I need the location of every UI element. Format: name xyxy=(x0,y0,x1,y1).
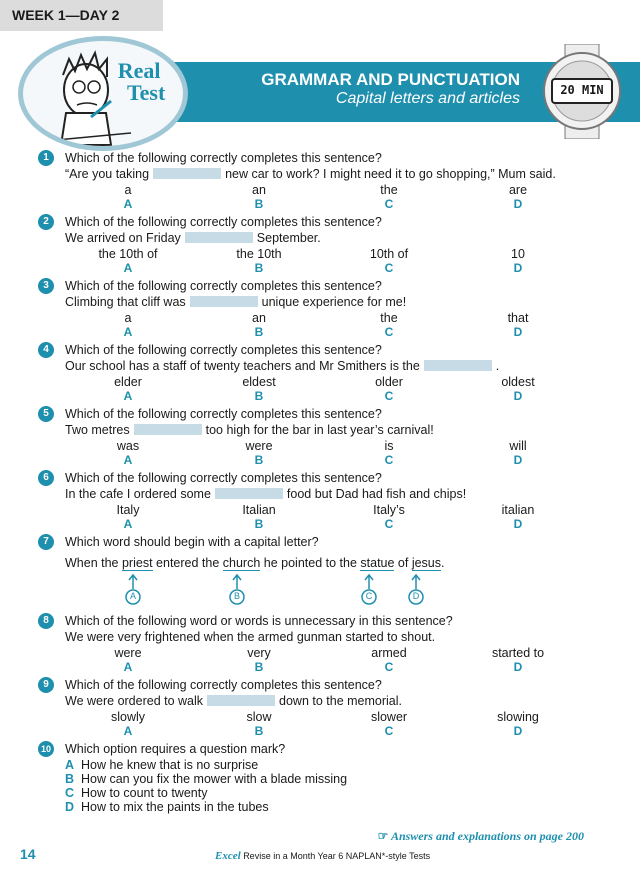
pointer-b[interactable]: B xyxy=(233,591,240,601)
question-sentence xyxy=(65,694,402,708)
option-a-text[interactable]: slowly xyxy=(110,710,146,724)
question-number: 6 xyxy=(38,470,54,486)
pointer-a[interactable]: A xyxy=(129,591,136,601)
question-sentence xyxy=(65,167,556,181)
option-b-letter[interactable]: B xyxy=(254,261,264,275)
option-b-letter[interactable]: B xyxy=(254,325,264,339)
pointer-d[interactable]: D xyxy=(412,591,420,601)
question-sentence xyxy=(65,487,466,501)
choice-text: How to count to twenty xyxy=(81,786,208,800)
book-footer xyxy=(215,850,430,862)
option-d-letter[interactable]: D xyxy=(513,660,523,674)
option-d-text[interactable]: will xyxy=(509,439,527,453)
option-b-text[interactable]: Italian xyxy=(242,503,276,517)
week-day-tab: WEEK 1—DAY 2 xyxy=(0,0,163,31)
sentence-part: entered the xyxy=(152,556,223,570)
sentence-part: he pointed to the xyxy=(260,556,361,570)
question-sentence xyxy=(65,556,445,570)
question-prompt: Which of the following word or words is unnecessary in this sentence? xyxy=(65,614,453,628)
choice-letter: C xyxy=(65,786,75,800)
option-a-text[interactable]: the 10th of xyxy=(98,247,158,261)
sentence-start: “Are you taking xyxy=(65,167,150,181)
sentence-start: In the cafe I ordered some xyxy=(65,487,211,501)
option-b-text[interactable]: slow xyxy=(246,710,272,724)
option-b-letter[interactable]: B xyxy=(254,660,264,674)
answer-blank xyxy=(215,488,283,499)
sentence-end: new car to work? I might need it to go shopping,” Mum said. xyxy=(225,167,556,181)
sentence-end: food but Dad had fish and chips! xyxy=(286,487,467,501)
pointer-c[interactable]: C xyxy=(365,591,373,601)
option-d-text[interactable]: oldest xyxy=(501,375,535,389)
option-a-letter[interactable]: A xyxy=(123,197,133,211)
word-statue[interactable]: statue xyxy=(360,556,395,570)
word-jesus[interactable]: jesus xyxy=(411,556,442,570)
option-a-text[interactable]: elder xyxy=(114,375,142,389)
answer-blank xyxy=(207,695,275,706)
option-a-text[interactable]: was xyxy=(116,439,140,453)
option-d-text[interactable]: slowing xyxy=(497,710,539,724)
timer-label: 20 MIN xyxy=(560,83,604,97)
sentence-end: down to the memorial. xyxy=(279,694,403,708)
sentence-start: We were ordered to walk xyxy=(65,694,204,708)
option-c-letter[interactable]: C xyxy=(384,453,394,467)
real-test-badge xyxy=(113,60,165,104)
question-prompt: Which of the following correctly completes this sentence? xyxy=(65,407,382,421)
option-c-text[interactable]: Italy’s xyxy=(373,503,405,517)
pointing-hand-icon: ☞ xyxy=(377,829,389,843)
option-c-text[interactable]: 10th of xyxy=(369,247,409,261)
question-number: 8 xyxy=(38,613,54,629)
question-sentence: We were very frightened when the armed gunman started to shout. xyxy=(65,630,436,644)
option-b-text[interactable]: very xyxy=(247,646,271,660)
answer-blank xyxy=(190,296,258,307)
option-c-letter[interactable]: C xyxy=(384,660,394,674)
choice-letter: D xyxy=(65,800,75,814)
choice-letter: A xyxy=(65,758,75,772)
question-prompt: Which of the following correctly completes this sentence? xyxy=(65,151,382,165)
option-c-text[interactable]: is xyxy=(384,439,394,453)
option-d-letter[interactable]: D xyxy=(513,453,523,467)
question-number: 10 xyxy=(38,741,54,757)
question-number: 1 xyxy=(38,150,54,166)
answer-blank xyxy=(424,360,492,371)
option-b-text[interactable]: an xyxy=(252,183,266,197)
option-c-text[interactable]: slower xyxy=(370,710,408,724)
answer-blank xyxy=(134,424,202,435)
sentence-start: Climbing that cliff was xyxy=(65,295,186,309)
answer-blank xyxy=(153,168,221,179)
brand-logo: Excel xyxy=(215,850,241,862)
question-prompt: Which of the following correctly completes this sentence? xyxy=(65,678,382,692)
option-c-letter[interactable]: C xyxy=(384,724,394,738)
sentence-end: . xyxy=(495,359,500,373)
option-a-letter[interactable]: A xyxy=(123,389,133,403)
option-d-letter[interactable]: D xyxy=(513,724,523,738)
question-number: 7 xyxy=(38,534,54,550)
page-title: GRAMMAR AND PUNCTUATION xyxy=(261,70,520,89)
option-d-text[interactable]: that xyxy=(507,311,529,325)
question-sentence xyxy=(65,359,499,373)
choice-d[interactable] xyxy=(65,800,269,814)
page-subtitle: Capital letters and articles xyxy=(335,90,520,107)
option-a-letter[interactable]: A xyxy=(123,261,133,275)
sentence-start: We arrived on Friday xyxy=(65,231,181,245)
option-d-letter[interactable]: D xyxy=(513,389,523,403)
question-sentence xyxy=(65,231,321,245)
sentence-part: When the xyxy=(65,556,122,570)
option-b-letter[interactable]: B xyxy=(254,389,264,403)
option-c-letter[interactable]: C xyxy=(384,261,394,275)
badge-line-1: Real xyxy=(117,58,161,83)
choice-letter: B xyxy=(65,772,75,786)
option-d-text[interactable]: started to xyxy=(491,646,545,660)
question-prompt: Which of the following correctly completes this sentence? xyxy=(65,215,382,229)
stopwatch-icon xyxy=(537,44,627,139)
choice-b[interactable] xyxy=(65,772,347,786)
page-number: 14 xyxy=(20,846,36,862)
word-priest[interactable]: priest xyxy=(121,556,153,570)
question-sentence xyxy=(65,423,434,437)
choice-a[interactable] xyxy=(65,758,258,772)
pointer-arrows xyxy=(0,572,640,612)
option-c-letter[interactable]: C xyxy=(384,197,394,211)
question-prompt: Which of the following correctly completes this sentence? xyxy=(65,471,382,485)
question-sentence xyxy=(65,295,406,309)
choice-text: How he knew that is no surprise xyxy=(81,758,259,772)
option-b-letter[interactable]: B xyxy=(254,517,264,531)
sentence-end: unique experience for me! xyxy=(261,295,407,309)
option-b-text[interactable]: the 10th xyxy=(236,247,282,261)
sentence-end: too high for the bar in last year’s carnival! xyxy=(205,423,434,437)
option-d-letter[interactable]: D xyxy=(513,197,523,211)
option-a-letter[interactable]: A xyxy=(123,453,133,467)
option-a-letter[interactable]: A xyxy=(123,660,133,674)
option-a-letter[interactable]: A xyxy=(123,325,133,339)
question-number: 4 xyxy=(38,342,54,358)
option-a-text[interactable]: Italy xyxy=(116,503,140,517)
answers-reference[interactable] xyxy=(378,829,584,844)
sentence-start: Our school has a staff of twenty teachers and Mr Smithers is the xyxy=(65,359,420,373)
question-number: 2 xyxy=(38,214,54,230)
question-number: 9 xyxy=(38,677,54,693)
option-c-letter[interactable]: C xyxy=(384,325,394,339)
option-c-text[interactable]: the xyxy=(380,311,398,325)
option-a-text[interactable]: a xyxy=(124,311,132,325)
option-c-text[interactable]: older xyxy=(375,375,403,389)
sentence-part: of xyxy=(394,556,412,570)
option-a-letter[interactable]: A xyxy=(123,517,133,531)
sentence-start: Two metres xyxy=(65,423,130,437)
book-title: Revise in a Month Year 6 NAPLAN*-style Tests xyxy=(243,851,431,861)
option-d-letter[interactable]: D xyxy=(513,261,523,275)
question-prompt: Which of the following correctly completes this sentence? xyxy=(65,279,382,293)
option-a-letter[interactable]: A xyxy=(123,724,133,738)
option-d-letter[interactable]: D xyxy=(513,325,523,339)
option-b-text[interactable]: eldest xyxy=(242,375,276,389)
badge-line-2: Test xyxy=(127,80,166,105)
word-church[interactable]: church xyxy=(222,556,261,570)
choice-text: How to mix the paints in the tubes xyxy=(81,800,269,814)
option-b-text[interactable]: were xyxy=(245,439,273,453)
question-prompt: Which word should begin with a capital letter? xyxy=(65,535,319,549)
question-number: 5 xyxy=(38,406,54,422)
option-b-letter[interactable]: B xyxy=(254,453,264,467)
sentence-part: . xyxy=(441,556,445,570)
option-a-text[interactable]: a xyxy=(124,183,132,197)
question-prompt: Which of the following correctly completes this sentence? xyxy=(65,343,382,357)
option-c-letter[interactable]: C xyxy=(384,389,394,403)
option-d-text[interactable]: italian xyxy=(501,503,535,517)
option-d-text[interactable]: 10 xyxy=(511,247,525,261)
question-prompt: Which option requires a question mark? xyxy=(65,742,286,756)
option-d-text[interactable]: are xyxy=(508,183,528,197)
option-b-letter[interactable]: B xyxy=(254,724,264,738)
option-d-letter[interactable]: D xyxy=(513,517,523,531)
option-c-text[interactable]: the xyxy=(380,183,398,197)
option-c-letter[interactable]: C xyxy=(384,517,394,531)
answers-reference-text: Answers and explanations on page 200 xyxy=(390,829,584,843)
question-number: 3 xyxy=(38,278,54,294)
choice-c[interactable] xyxy=(65,786,207,800)
sentence-end: September. xyxy=(256,231,321,245)
option-b-letter[interactable]: B xyxy=(254,197,264,211)
option-a-text[interactable]: were xyxy=(114,646,142,660)
option-b-text[interactable]: an xyxy=(252,311,266,325)
option-c-text[interactable]: armed xyxy=(371,646,407,660)
choice-text: How can you fix the mower with a blade missing xyxy=(81,772,348,786)
answer-blank xyxy=(185,232,253,243)
